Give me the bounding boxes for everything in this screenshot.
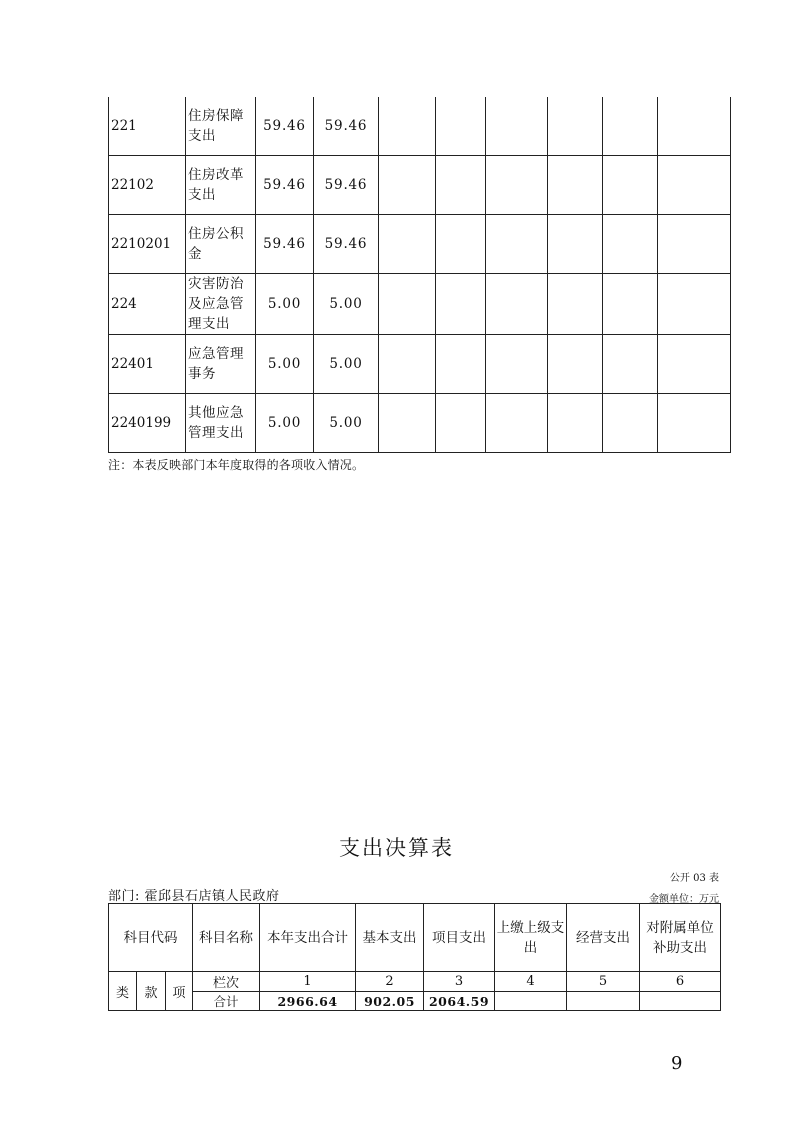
- empty-cell: [486, 274, 548, 335]
- index-6: 6: [640, 972, 721, 992]
- header-subsidiary: 对附属单位补助支出: [640, 904, 721, 972]
- income-table: [108, 97, 731, 453]
- index-1: 1: [260, 972, 356, 992]
- table-row: [109, 394, 731, 453]
- subject-name: 灾害防治及应急管理支出: [186, 274, 256, 335]
- empty-cell: [658, 97, 731, 156]
- department-label: 部门: 霍邱县石店镇人民政府: [108, 889, 280, 904]
- basic-amount: 902.05: [356, 992, 424, 1011]
- empty-cell: [548, 335, 603, 394]
- table-number: 公开 03 表: [669, 873, 719, 884]
- income-total: 5.00: [256, 274, 314, 335]
- income-total: 59.46: [256, 97, 314, 156]
- fiscal-income: 5.00: [314, 274, 379, 335]
- index-2: 2: [356, 972, 424, 992]
- empty-cell: [603, 156, 658, 215]
- upper-amount: [495, 992, 567, 1011]
- fiscal-income: 59.46: [314, 215, 379, 274]
- table-row: [109, 215, 731, 274]
- subject-name: 住房改革支出: [186, 156, 256, 215]
- empty-cell: [603, 215, 658, 274]
- subject-name: 其他应急管理支出: [186, 394, 256, 453]
- empty-cell: [603, 394, 658, 453]
- project-amount: 2064.59: [424, 992, 495, 1011]
- empty-cell: [486, 335, 548, 394]
- empty-cell: [548, 215, 603, 274]
- empty-cell: [548, 274, 603, 335]
- header-subject-name: 科目名称: [193, 904, 260, 972]
- empty-cell: [486, 156, 548, 215]
- fiscal-income: 5.00: [314, 394, 379, 453]
- index-label: 栏次: [193, 972, 260, 992]
- subject-code: 22102: [109, 156, 186, 215]
- header-lei: 类: [109, 972, 137, 1011]
- empty-cell: [436, 97, 486, 156]
- total-label: 合计: [193, 992, 260, 1011]
- empty-cell: [548, 394, 603, 453]
- subject-code: 221: [109, 97, 186, 156]
- header-project: 项目支出: [424, 904, 495, 972]
- empty-cell: [379, 97, 436, 156]
- empty-cell: [436, 335, 486, 394]
- table-row: [109, 156, 731, 215]
- empty-cell: [486, 394, 548, 453]
- empty-cell: [603, 335, 658, 394]
- subject-code: 224: [109, 274, 186, 335]
- empty-cell: [548, 97, 603, 156]
- empty-cell: [379, 274, 436, 335]
- business-amount: [567, 992, 640, 1011]
- subject-code: 2240199: [109, 394, 186, 453]
- table-row: [109, 274, 731, 335]
- fiscal-income: 59.46: [314, 97, 379, 156]
- header-row: [109, 904, 721, 972]
- empty-cell: [658, 156, 731, 215]
- subject-code: 2210201: [109, 215, 186, 274]
- empty-cell: [379, 156, 436, 215]
- total-amount: 2966.64: [260, 992, 356, 1011]
- empty-cell: [436, 274, 486, 335]
- fiscal-income: 59.46: [314, 156, 379, 215]
- income-total: 5.00: [256, 335, 314, 394]
- index-3: 3: [424, 972, 495, 992]
- empty-cell: [658, 274, 731, 335]
- table-row: [109, 335, 731, 394]
- header-subject-code: 科目代码: [109, 904, 193, 972]
- header-xiang: 项: [166, 972, 193, 1011]
- income-total: 59.46: [256, 215, 314, 274]
- subject-name: 住房公积金: [186, 215, 256, 274]
- total-row: [109, 992, 721, 1011]
- table-row: [109, 97, 731, 156]
- empty-cell: [548, 156, 603, 215]
- header-kuan: 款: [137, 972, 166, 1011]
- page-title: 支出决算表: [339, 836, 454, 860]
- empty-cell: [379, 394, 436, 453]
- subsidiary-amount: [640, 992, 721, 1011]
- empty-cell: [658, 335, 731, 394]
- empty-cell: [379, 215, 436, 274]
- table-note: 注：本表反映部门本年度取得的各项收入情况。: [108, 458, 365, 472]
- subject-name: 应急管理事务: [186, 335, 256, 394]
- empty-cell: [436, 156, 486, 215]
- subject-code: 22401: [109, 335, 186, 394]
- empty-cell: [658, 215, 731, 274]
- header-total: 本年支出合计: [260, 904, 356, 972]
- empty-cell: [486, 215, 548, 274]
- empty-cell: [436, 394, 486, 453]
- index-4: 4: [495, 972, 567, 992]
- empty-cell: [379, 335, 436, 394]
- page-number: 9: [671, 1053, 683, 1074]
- empty-cell: [658, 394, 731, 453]
- header-business: 经营支出: [567, 904, 640, 972]
- header-upper: 上缴上级支出: [495, 904, 567, 972]
- index-row: [109, 972, 721, 992]
- empty-cell: [603, 97, 658, 156]
- fiscal-income: 5.00: [314, 335, 379, 394]
- income-total: 5.00: [256, 394, 314, 453]
- empty-cell: [436, 215, 486, 274]
- empty-cell: [603, 274, 658, 335]
- income-total: 59.46: [256, 156, 314, 215]
- index-5: 5: [567, 972, 640, 992]
- header-basic: 基本支出: [356, 904, 424, 972]
- subject-name: 住房保障支出: [186, 97, 256, 156]
- empty-cell: [486, 97, 548, 156]
- amount-unit: 金额单位：万元: [649, 894, 719, 905]
- expenditure-table: [108, 903, 721, 1011]
